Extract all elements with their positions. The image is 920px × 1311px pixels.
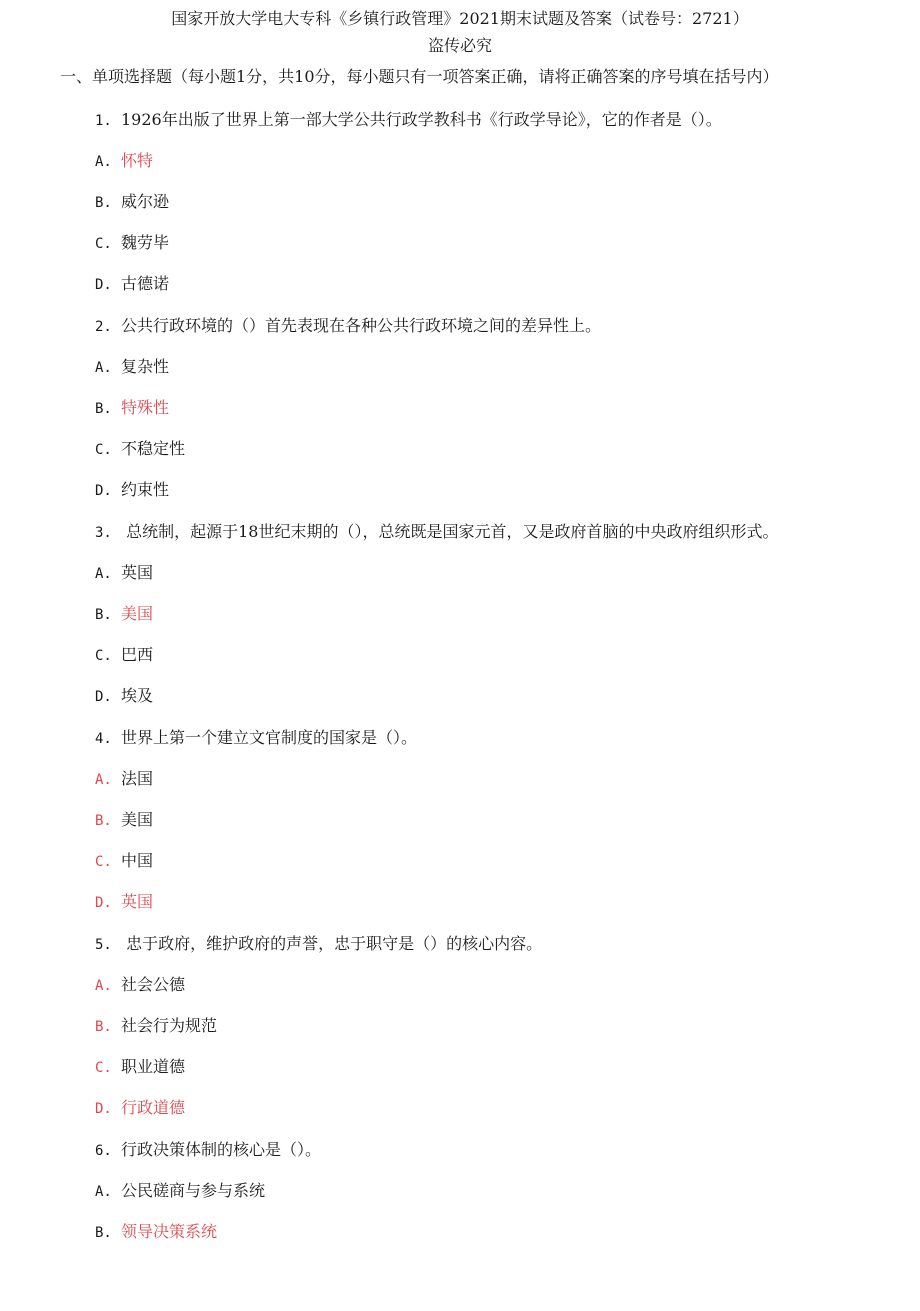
option-text: 行政道德 [121, 1098, 186, 1117]
option-3d [95, 683, 153, 706]
option-text: 法国 [121, 769, 154, 788]
question-text: 公共行政环境的（）首先表现在各种公共行政环境之间的差异性上。 [121, 316, 602, 335]
option-letter: D. [95, 895, 112, 911]
option-4a [95, 766, 153, 789]
option-letter: C. [95, 648, 112, 664]
option-text: 怀特 [121, 151, 154, 170]
option-text: 约束性 [121, 480, 170, 499]
option-6a [95, 1178, 265, 1201]
option-text: 特殊性 [121, 398, 170, 417]
option-letter: A. [95, 978, 112, 994]
question-text: 忠于政府，维护政府的声誉，忠于职守是（）的核心内容。 [121, 934, 543, 953]
option-text: 复杂性 [121, 357, 170, 376]
option-2d [95, 477, 169, 500]
option-text: 美国 [121, 810, 154, 829]
option-text: 英国 [121, 563, 154, 582]
option-letter: C. [95, 236, 112, 252]
question-text: 行政决策体制的核心是（）。 [121, 1140, 322, 1159]
option-6b [95, 1219, 217, 1242]
option-letter: A. [95, 360, 112, 376]
document-subtitle: 盗传必究 [427, 36, 492, 55]
option-5d [95, 1095, 185, 1118]
option-5a [95, 972, 185, 995]
option-5b [95, 1013, 217, 1036]
option-2a [95, 354, 169, 377]
question-6 [95, 1137, 321, 1160]
option-letter: D. [95, 689, 112, 705]
option-4d [95, 889, 153, 912]
option-1b [95, 189, 169, 212]
option-text: 魏劳毕 [121, 233, 170, 252]
option-text: 威尔逊 [121, 192, 170, 211]
question-number: 4. [95, 731, 112, 747]
question-number: 2. [95, 319, 112, 335]
question-3 [95, 519, 778, 542]
document-title: 国家开放大学电大专科《乡镇行政管理》2021期末试题及答案（试卷号：2721） [171, 9, 749, 28]
option-text: 公民磋商与参与系统 [121, 1181, 266, 1200]
option-letter: D. [95, 277, 112, 293]
option-text: 美国 [121, 604, 154, 623]
question-4 [95, 725, 417, 748]
option-letter: C. [95, 854, 112, 870]
question-number: 3. [95, 525, 112, 541]
question-number: 6. [95, 1143, 112, 1159]
option-text: 古德诺 [121, 274, 170, 293]
option-text: 社会公德 [121, 975, 186, 994]
option-letter: B. [95, 607, 112, 623]
option-text: 中国 [121, 851, 154, 870]
option-letter: C. [95, 442, 112, 458]
question-5 [95, 931, 542, 954]
option-2c [95, 436, 185, 459]
option-1a [95, 148, 153, 171]
question-1 [95, 107, 722, 130]
option-1d [95, 271, 169, 294]
option-3b [95, 601, 153, 624]
option-5c [95, 1054, 185, 1077]
option-text: 社会行为规范 [121, 1016, 218, 1035]
option-text: 领导决策系统 [121, 1222, 218, 1241]
option-letter: A. [95, 154, 112, 170]
question-text: 总统制，起源于18世纪末期的（），总统既是国家元首，又是政府首脑的中央政府组织形式。 [121, 522, 779, 541]
option-text: 英国 [121, 892, 154, 911]
option-text: 职业道德 [121, 1057, 186, 1076]
option-letter: B. [95, 813, 112, 829]
question-text: 1926年出版了世界上第一部大学公共行政学教科书《行政学导论》，它的作者是（）。 [121, 110, 722, 129]
option-letter: A. [95, 1184, 112, 1200]
option-3a [95, 560, 153, 583]
option-letter: B. [95, 1019, 112, 1035]
option-letter: A. [95, 772, 112, 788]
option-letter: C. [95, 1060, 112, 1076]
option-text: 不稳定性 [121, 439, 186, 458]
option-letter: B. [95, 401, 112, 417]
option-text: 巴西 [121, 645, 154, 664]
section-heading: 一、单项选择题（每小题1分，共10分，每小题只有一项答案正确，请将正确答案的序号填在括号内） [60, 67, 779, 86]
option-2b [95, 395, 169, 418]
option-text: 埃及 [121, 686, 154, 705]
option-3c [95, 642, 153, 665]
question-2 [95, 313, 601, 336]
option-1c [95, 230, 169, 253]
question-number: 1. [95, 113, 112, 129]
option-letter: D. [95, 483, 112, 499]
option-4c [95, 848, 153, 871]
question-text: 世界上第一个建立文官制度的国家是（）。 [121, 728, 418, 747]
option-4b [95, 807, 153, 830]
option-letter: B. [95, 1225, 112, 1241]
option-letter: B. [95, 195, 112, 211]
question-number: 5. [95, 937, 112, 953]
option-letter: D. [95, 1101, 112, 1117]
option-letter: A. [95, 566, 112, 582]
